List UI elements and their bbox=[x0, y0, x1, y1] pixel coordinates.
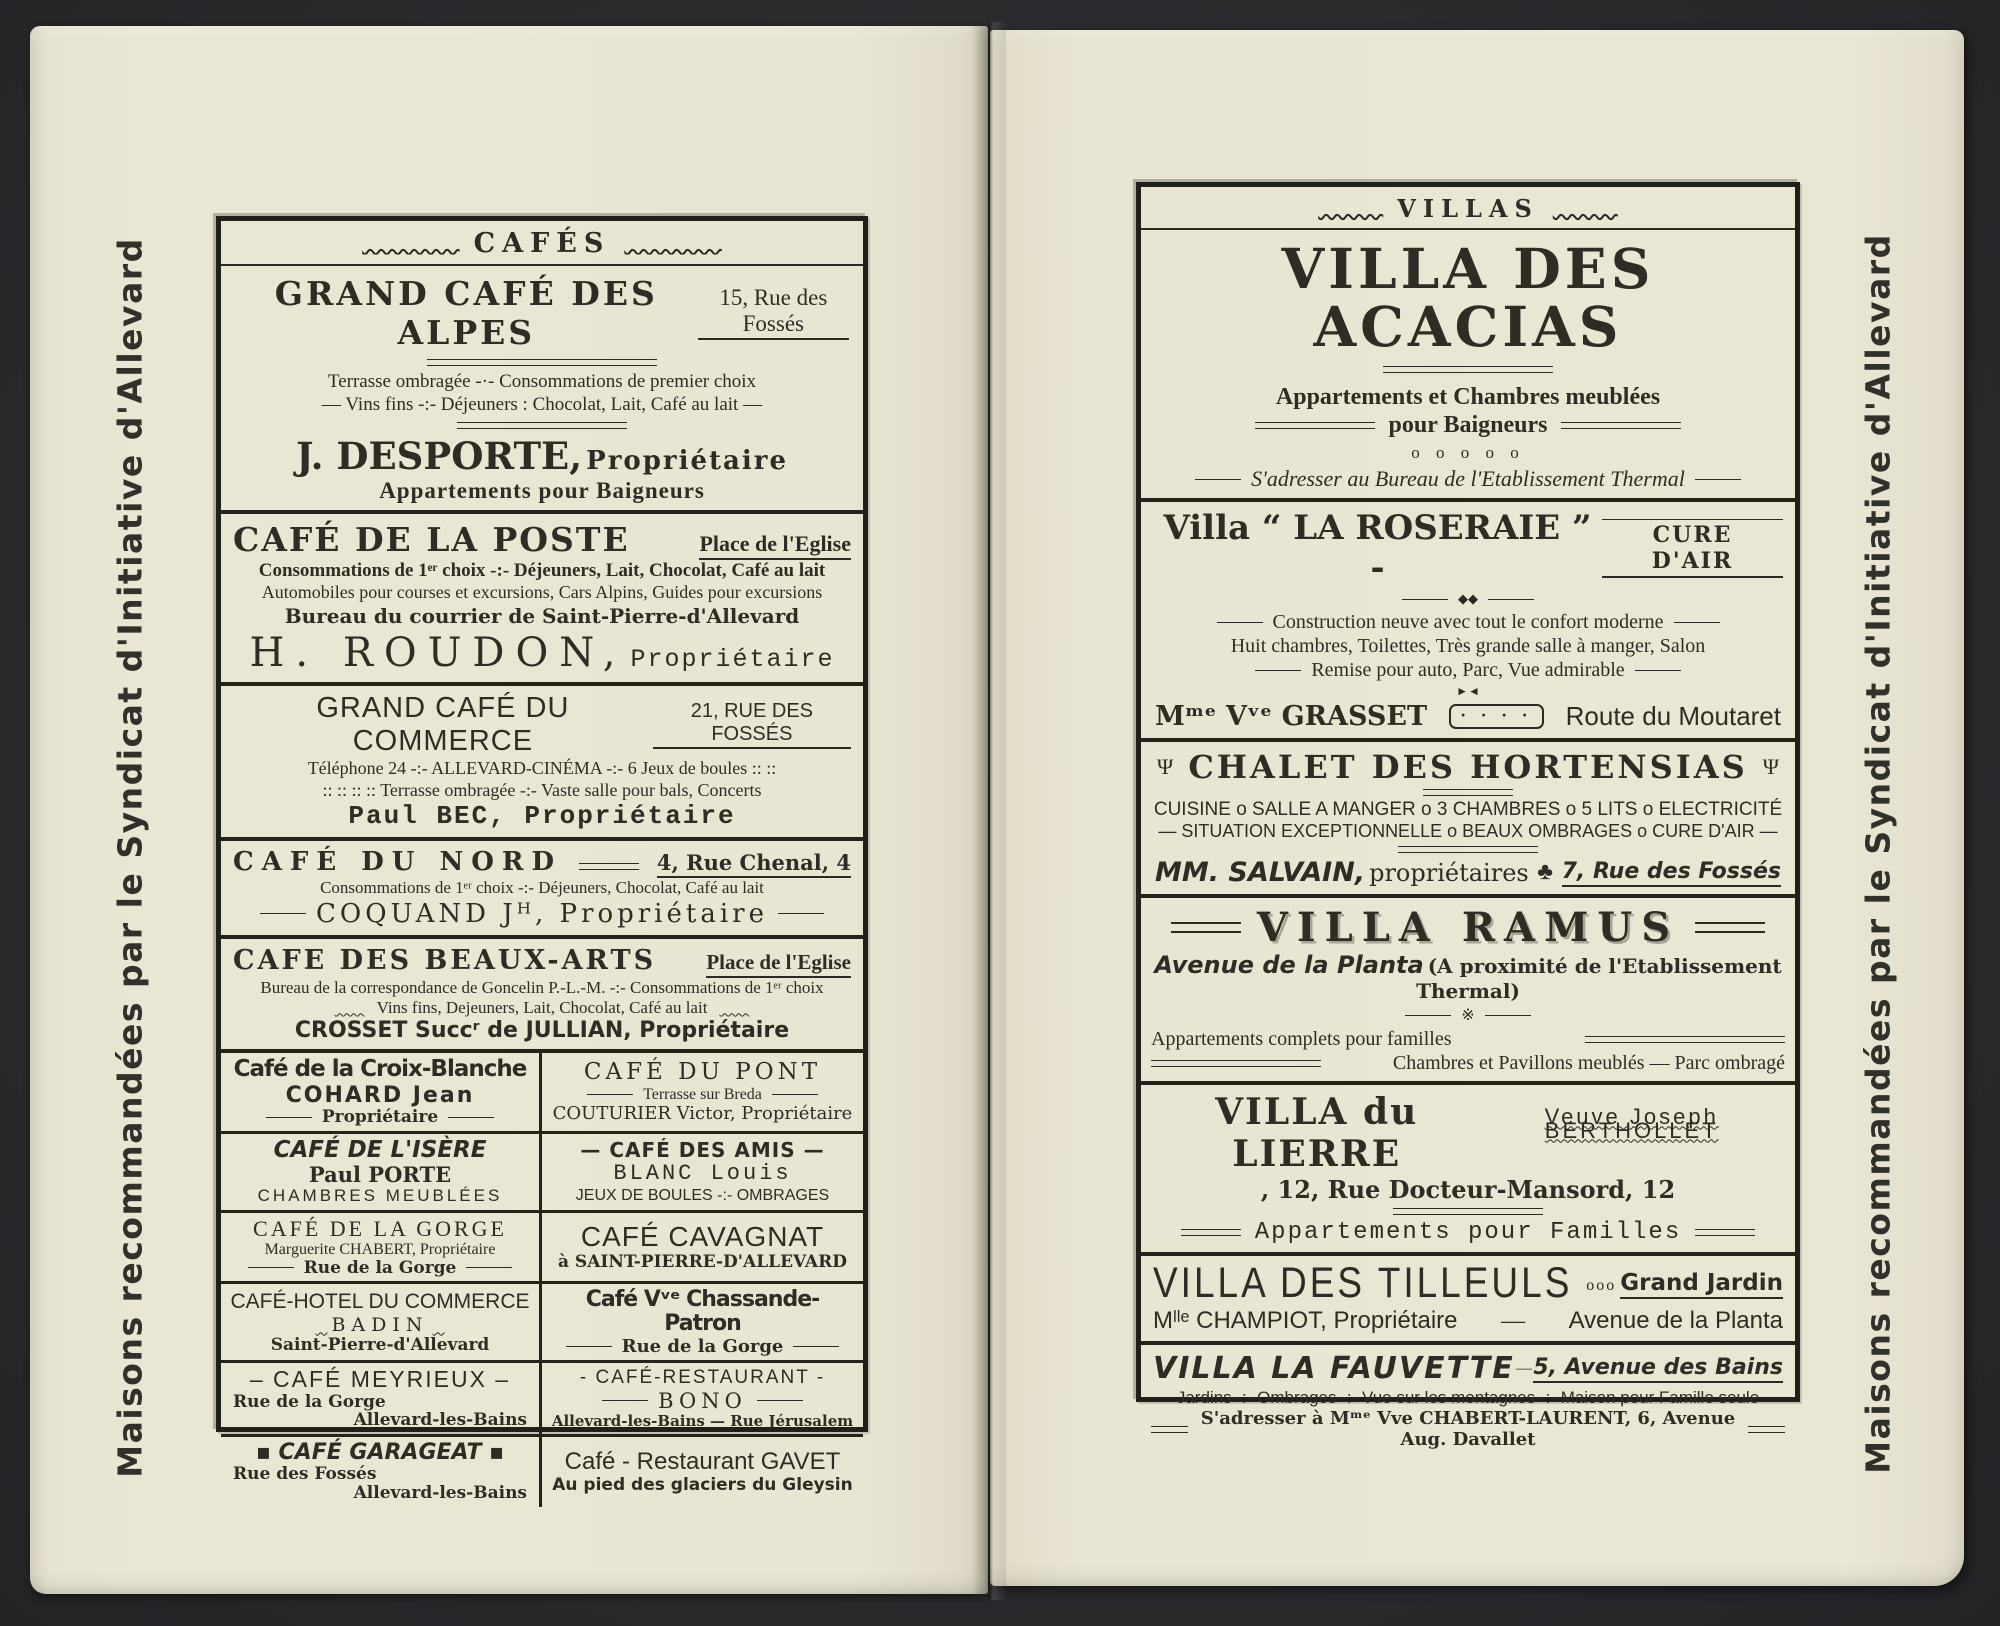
ad-cafe-des-amis bbox=[542, 1131, 863, 1210]
double-rule bbox=[579, 863, 639, 870]
squiggle-ornament bbox=[1318, 205, 1383, 213]
ad-line: — Vins fins -:- Déjeuners : Chocolat, Lait, Café au lait — bbox=[321, 393, 763, 415]
ad-line: CHAMBRES MEUBLÉES bbox=[257, 1186, 503, 1206]
ad-line: Automobiles pour courses et excursions, Cars Alpins, Guides pour excursions bbox=[261, 582, 823, 603]
villas-ad-box bbox=[1136, 182, 1800, 1451]
ad-title: VILLA LA FAUVETTE bbox=[1153, 1351, 1515, 1387]
ad-line: Appartements complets pour familles bbox=[1151, 1028, 1452, 1051]
owner-title: Propriétaire bbox=[630, 644, 835, 674]
ad-title: CAFE DES BEAUX-ARTS bbox=[233, 944, 657, 976]
ad-owner-row bbox=[1151, 701, 1785, 732]
owner-name: Veuve Joseph BERTHOLLET bbox=[1544, 1104, 1719, 1143]
double-rule bbox=[1585, 1036, 1785, 1043]
ad-title: CAFÉ DE LA POSTE bbox=[233, 519, 630, 559]
ad-line: Bureau de la correspondance de Goncelin P.-L.-M. -:- Consommations de 1ᵉʳ choix bbox=[260, 977, 824, 997]
owner-row bbox=[227, 1314, 533, 1336]
ad-grand-cafe-du-commerce bbox=[221, 682, 863, 837]
owner-name: Paul PORTE bbox=[308, 1161, 452, 1187]
ad-cafe-hotel-du-commerce bbox=[221, 1281, 542, 1360]
cafes-section-title: CAFÉS bbox=[473, 228, 611, 259]
scissors-ornament: ※ bbox=[1151, 1005, 1785, 1025]
ad-address: Avenue de la Planta bbox=[1154, 951, 1424, 980]
ad-title: CAFÉ DE LA GORGE bbox=[253, 1215, 507, 1241]
page-gutter-shadow bbox=[972, 22, 1006, 1600]
ad-line-row: Construction neuve avec tout le confort moderne bbox=[1151, 610, 1785, 634]
ad-address: 7, Rue des Fossés bbox=[1562, 859, 1781, 887]
ad-title: VILLA DES TILLEULS bbox=[1153, 1259, 1573, 1307]
ad-line-row bbox=[1151, 411, 1785, 440]
ad-cafe-chassande-patron bbox=[542, 1281, 863, 1360]
ad-line-row bbox=[1151, 1219, 1785, 1246]
ad-line: JEUX DE BOULES -:- OMBRAGES bbox=[575, 1186, 830, 1204]
owner-name: Mˡˡᵉ CHAMPIOT, Propriétaire bbox=[1153, 1307, 1458, 1335]
fleuron-icon: Ψ bbox=[1762, 754, 1779, 780]
ad-line: Huit chambres, Toilettes, Très grande salle à manger, Salon bbox=[1230, 635, 1706, 658]
ad-owner-row bbox=[1151, 857, 1785, 888]
ad-line-row bbox=[1151, 1408, 1785, 1450]
ad-address: 4, Rue Chenal, 4 bbox=[657, 850, 851, 878]
ad-address: Rue de la Gorge bbox=[227, 1259, 533, 1278]
ad-cafe-de-l-isere bbox=[221, 1131, 542, 1210]
double-rule bbox=[1398, 846, 1538, 853]
ad-cafe-du-nord bbox=[221, 837, 863, 934]
ad-line: Vins fins, Dejeuners, Lait, Chocolat, Café au lait bbox=[376, 997, 708, 1017]
ad-line: — SITUATION EXCEPTIONNELLE o BEAUX OMBRAGES o CURE D'AIR — bbox=[1158, 821, 1778, 842]
ad-title: VILLA RAMUS bbox=[1256, 904, 1680, 952]
ad-villa-la-fauvette bbox=[1141, 1341, 1795, 1456]
double-rule bbox=[1695, 1229, 1755, 1236]
ad-villa-du-lierre bbox=[1141, 1081, 1795, 1252]
ad-line: Au pied des glaciers du Gleysin bbox=[552, 1474, 853, 1495]
ad-line: Téléphone 24 -:- ALLEVARD-CINÉMA -:- 6 Jeux de boules :: :: bbox=[307, 757, 777, 778]
ad-title: — CAFÉ DES AMIS — bbox=[580, 1138, 825, 1163]
ad-address: Route du Moutaret bbox=[1565, 701, 1781, 732]
ad-address: Rue des Fossés bbox=[233, 1464, 377, 1485]
squiggle-ornament bbox=[335, 1005, 365, 1012]
double-rule bbox=[1383, 366, 1553, 373]
ad-line: Terrasse sur Breda bbox=[548, 1086, 857, 1104]
ad-cafe-restaurant-bono bbox=[542, 1360, 863, 1434]
ad-title: CAFÉ DU PONT bbox=[583, 1059, 822, 1086]
ad-line: Bureau du courrier de Saint-Pierre-d'Allevard bbox=[284, 603, 800, 628]
owner-title: propriétaires bbox=[1369, 859, 1529, 888]
owner-name: Mᵐᵉ Vᵛᵉ GRASSET bbox=[1155, 701, 1428, 733]
dots-ornament: o o o o o bbox=[1411, 443, 1525, 463]
cafes-header-row bbox=[221, 221, 863, 266]
ad-cafe-meyrieux bbox=[221, 1360, 542, 1434]
fleuron-icon: Ψ bbox=[1157, 754, 1174, 780]
ad-line: Consommations de 1ᵉʳ choix -:- Déjeuners, Chocolat, Café au lait bbox=[320, 878, 764, 898]
ad-address2: Allevard-les-Bains bbox=[353, 1410, 527, 1431]
double-rule bbox=[1423, 789, 1513, 796]
ad-address: Place de l'Eglise bbox=[699, 531, 851, 560]
flower-icon: ♣ bbox=[1537, 859, 1554, 886]
ad-address: 15, Rue des Fossés bbox=[698, 285, 849, 340]
thin-rule bbox=[1151, 1060, 1321, 1067]
double-rule bbox=[1393, 1208, 1543, 1215]
squiggle-ornament bbox=[315, 1320, 327, 1334]
diamond-ornament: ◆◆ bbox=[1151, 591, 1785, 607]
ad-title: Café - Restaurant GAVET bbox=[564, 1448, 841, 1476]
ad-title: Café de la Croix-Blanche bbox=[233, 1056, 527, 1083]
ad-address: Saint-Pierre-d'Allevard bbox=[270, 1334, 490, 1355]
ad-address: Rue de la Gorge bbox=[548, 1337, 857, 1357]
owner-name: BONO bbox=[548, 1389, 857, 1413]
ad-villa-des-acacias bbox=[1141, 230, 1795, 498]
double-rule bbox=[1255, 422, 1375, 429]
ad-line: CUISINE o SALLE A MANGER o 3 CHAMBRES o 5 LITS o ELECTRICITÉ bbox=[1153, 799, 1783, 821]
owner-title: Propriétaire bbox=[586, 445, 789, 476]
ad-line: Chambres et Pavillons meublés — Parc ombragé bbox=[1392, 1052, 1785, 1075]
ad-cafe-du-pont bbox=[542, 1053, 863, 1130]
ad-address: Avenue de la Planta bbox=[1568, 1307, 1783, 1335]
ad-title: GRAND CAFÉ DU COMMERCE bbox=[316, 691, 570, 757]
double-rule bbox=[1151, 1426, 1188, 1433]
ad-cafe-des-beaux-arts bbox=[221, 935, 863, 1050]
ad-grand-cafe-des-alpes bbox=[221, 266, 863, 510]
squiggle-ornament bbox=[433, 1320, 445, 1334]
ad-note: Appartements pour Baigneurs bbox=[379, 477, 705, 503]
dots-ornament: ooo bbox=[1586, 1277, 1617, 1295]
ad-address: Rue de la Gorge bbox=[233, 1391, 386, 1412]
ad-line: Consommations de 1ᵉʳ choix -:- Déjeuners, Lait, Chocolat, Café au lait bbox=[258, 559, 826, 581]
ad-address2: Allevard-les-Bains bbox=[353, 1482, 527, 1503]
ad-cafe-de-la-poste bbox=[221, 510, 863, 682]
owner-name: CROSSET Succʳ de JULLIAN, Propriétaire bbox=[294, 1018, 790, 1044]
ad-line: :: :: :: :: Terrasse ombragée -:- Vaste salle pour bals, Concerts bbox=[322, 779, 762, 800]
ad-address: Place de l'Eglise bbox=[706, 950, 851, 978]
ad-contact: S'adresser au Bureau de l'Etablissement Thermal bbox=[1151, 466, 1785, 492]
ad-title: – CAFÉ MEYRIEUX – bbox=[249, 1366, 511, 1393]
owner-name: MM. SALVAIN, bbox=[1155, 857, 1366, 889]
ad-title: CAFÉ CAVAGNAT bbox=[580, 1221, 825, 1253]
villas-section-title: VILLAS bbox=[1397, 194, 1539, 223]
owner-name: H. ROUDON, bbox=[249, 629, 627, 676]
ad-subtitle bbox=[1151, 951, 1785, 1003]
owner-name: J. DESPORTE, bbox=[295, 433, 583, 478]
ad-line: Jardins -:- Ombrages -:- Vue sur les montagnes -:- Maison pour Famille seule bbox=[1176, 1388, 1760, 1408]
ad-title: GRAND CAFÉ DES ALPES bbox=[274, 274, 658, 352]
ad-villa-des-tilleuls bbox=[1141, 1252, 1795, 1341]
owner-name: COQUAND Jᴴ, Propriétaire bbox=[316, 898, 768, 929]
cafes-grid bbox=[221, 1049, 863, 1506]
ad-cafe-de-la-gorge bbox=[221, 1210, 542, 1281]
ad-villa-ramus bbox=[1141, 894, 1795, 1081]
double-rule bbox=[1561, 422, 1681, 429]
ad-contact: S'adresser à Mᵐᵉ Vve CHABERT-LAURENT, 6, Avenue Aug. Davallet bbox=[1200, 1408, 1736, 1451]
ad-title: CAFÉ DE L'ISÈRE bbox=[273, 1136, 487, 1163]
ad-note: (A proximité de l'Etablissement Thermal) bbox=[1416, 954, 1782, 1004]
ad-line: Appartements et Chambres meublées bbox=[1275, 383, 1661, 410]
dash: — bbox=[1516, 1359, 1533, 1377]
left-page bbox=[30, 26, 988, 1594]
owner-name: BLANC Louis bbox=[613, 1161, 792, 1187]
ad-title-row bbox=[1151, 748, 1785, 786]
double-rule bbox=[1748, 1426, 1785, 1433]
double-rule bbox=[1181, 1229, 1241, 1236]
ad-line-row: Remise pour auto, Parc, Vue admirable bbox=[1151, 658, 1785, 682]
dots-box-icon: · · · · bbox=[1449, 704, 1544, 729]
ad-address: Allevard-les-Bains — Rue Jérusalem bbox=[551, 1411, 854, 1430]
right-page bbox=[990, 30, 1964, 1586]
squiggle-ornament bbox=[1553, 205, 1618, 213]
double-rule bbox=[457, 422, 627, 429]
ad-owner-row bbox=[1151, 1307, 1785, 1335]
ad-address: , 12, Rue Docteur-Mansord, 12 bbox=[1260, 1175, 1676, 1205]
cafes-ad-box bbox=[216, 216, 868, 1503]
villas-header-row bbox=[1141, 187, 1795, 230]
ad-title: Café Vᵛᵉ Chassande-Patron bbox=[585, 1287, 820, 1337]
owner-name: COHARD Jean bbox=[285, 1082, 475, 1108]
squiggle-ornament bbox=[362, 240, 460, 248]
squiggle-ornament bbox=[719, 1005, 749, 1012]
ad-title: VILLA du LIERRE bbox=[1215, 1091, 1419, 1176]
ad-owner-row bbox=[231, 434, 853, 478]
owner-title: Propriétaire bbox=[227, 1108, 533, 1127]
ad-badge: Grand Jardin bbox=[1620, 1270, 1783, 1299]
ad-cafe-cavagnat bbox=[542, 1210, 863, 1281]
ad-title: - CAFÉ-RESTAURANT - bbox=[579, 1367, 826, 1389]
ad-title: VILLA DES ACACIAS bbox=[1281, 236, 1655, 359]
ad-line: Appartements pour Familles bbox=[1254, 1219, 1682, 1247]
ad-owner-row bbox=[231, 630, 853, 676]
ad-line-row bbox=[231, 998, 853, 1018]
double-rule bbox=[427, 359, 657, 366]
double-rule bbox=[1171, 922, 1241, 933]
ad-cafe-garageat bbox=[221, 1434, 542, 1507]
ad-chalet-des-hortensias bbox=[1141, 738, 1795, 894]
owner-name: Marguerite CHABERT, Propriétaire bbox=[264, 1240, 496, 1258]
double-rule bbox=[1695, 922, 1765, 933]
ad-badge: CURE D'AIR bbox=[1602, 519, 1783, 578]
ad-line: Terrasse ombragée -·- Consommations de premier choix bbox=[327, 371, 757, 392]
right-margin-vertical-text: Maisons recommandées par le Syndicat d'Initiative d'Allevard bbox=[1858, 233, 1898, 1474]
ad-title: Villa “ LA ROSERAIE ” - bbox=[1163, 508, 1592, 589]
ad-title-row bbox=[1151, 904, 1785, 951]
ad-owner-row bbox=[231, 899, 853, 929]
squiggle-ornament bbox=[624, 240, 722, 248]
ad-badge: 5, Avenue des Bains bbox=[1533, 1355, 1783, 1383]
owner-name: COUTURIER Victor, Propriétaire bbox=[552, 1102, 853, 1124]
ad-title: CAFÉ DU NORD bbox=[233, 847, 563, 878]
owner-name: Paul BEC, Propriétaire bbox=[348, 801, 736, 832]
ad-title: CHALET DES HORTENSIAS bbox=[1188, 748, 1748, 787]
ad-title: CAFÉ-HOTEL DU COMMERCE bbox=[230, 1290, 530, 1314]
left-margin-vertical-text: Maisons recommandées par le Syndicat d'Initiative d'Allevard bbox=[110, 237, 150, 1478]
ad-line-row bbox=[1151, 1027, 1785, 1051]
ad-croix-blanche bbox=[221, 1053, 542, 1130]
bowtie-ornament: ►◄ bbox=[1456, 684, 1480, 699]
ad-address: 21, RUE DES FOSSÉS bbox=[653, 700, 851, 749]
ad-address: à SAINT-PIERRE-D'ALLEVARD bbox=[558, 1252, 847, 1273]
ad-title: ▪ CAFÉ GARAGEAT ▪ bbox=[255, 1440, 505, 1466]
ad-line: pour Baigneurs bbox=[1388, 412, 1548, 439]
owner-name: BADIN bbox=[331, 1313, 429, 1336]
ad-cafe-restaurant-gavet bbox=[542, 1434, 863, 1507]
dash: — bbox=[1501, 1308, 1526, 1335]
ad-line-row bbox=[1151, 1051, 1785, 1075]
ad-villa-la-roseraie bbox=[1141, 498, 1795, 738]
